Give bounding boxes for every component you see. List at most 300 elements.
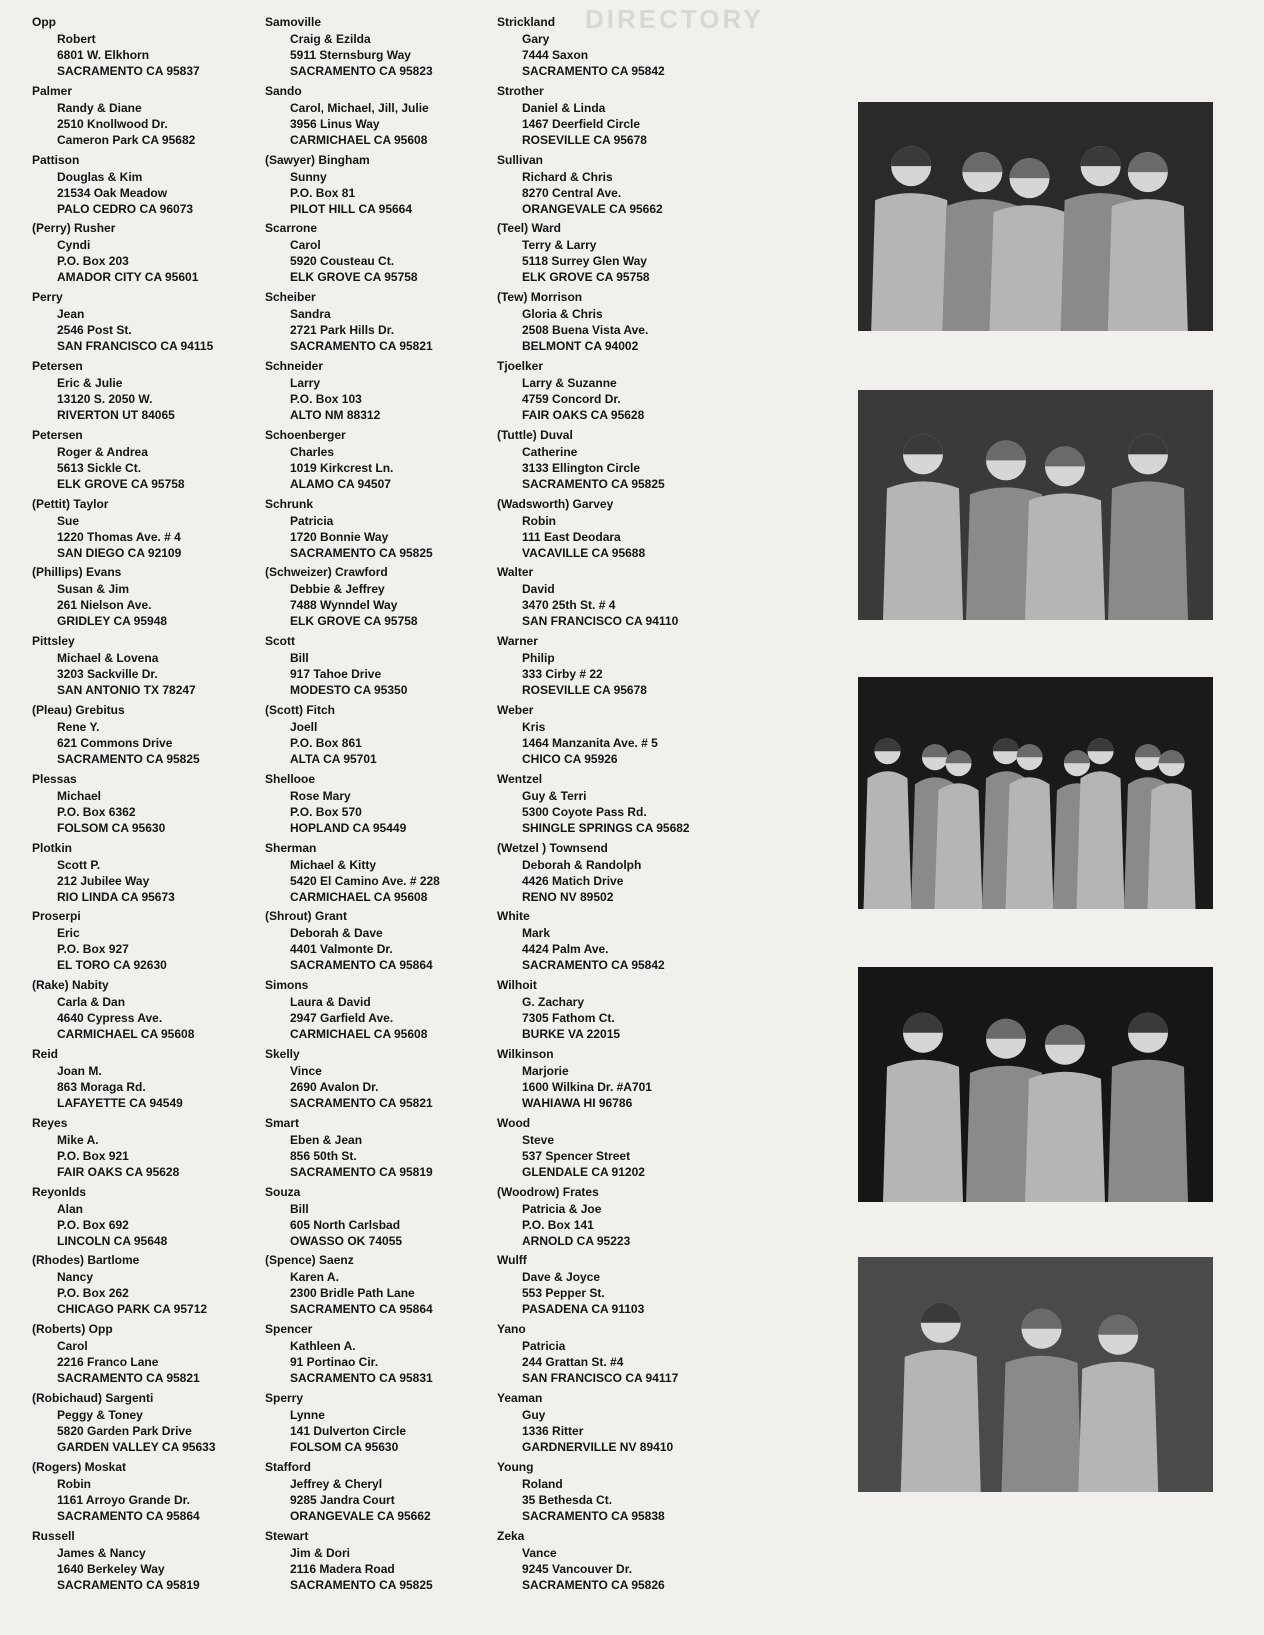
entry-surname: (Pettit) Taylor: [32, 496, 109, 511]
entry-surname: (Wadsworth) Garvey: [497, 496, 614, 511]
entry-surname: Strother: [497, 83, 544, 98]
entry-first-names: Patricia & Joe: [522, 1201, 602, 1216]
entry-first-names: Craig & Ezilda: [290, 32, 371, 46]
directory-entry: [497, 771, 729, 840]
entry-street: 9245 Vancouver Dr.: [522, 1561, 633, 1576]
directory-entry: [497, 633, 729, 702]
entry-street: 7488 Wynndel Way: [290, 598, 398, 613]
entry-street: 621 Commons Drive: [57, 735, 173, 750]
entry-first-names: Bill: [290, 651, 309, 666]
entry-surname: (Rogers) Moskat: [32, 1459, 127, 1474]
entry-first-names: Dave & Joyce: [522, 1270, 601, 1285]
directory-entry: [497, 1459, 729, 1528]
entry-street: 5911 Sternsburg Way: [290, 48, 411, 62]
directory-column-1: [32, 14, 260, 1596]
entry-first-names: Patricia: [290, 513, 334, 528]
entry-street: P.O. Box 927: [57, 942, 129, 957]
directory-entry: [265, 496, 493, 565]
entry-first-names: Roger & Andrea: [57, 444, 148, 459]
entry-city-state-zip: SACRAMENTO CA 95842: [522, 64, 665, 78]
entry-city-state-zip: FOLSOM CA 95630: [290, 1439, 399, 1454]
entry-city-state-zip: OWASSO OK 74055: [290, 1233, 403, 1248]
directory-entry: [32, 1046, 260, 1115]
person-silhouette: [883, 1060, 963, 1202]
directory-entry: [265, 840, 493, 909]
person-silhouette: [1002, 1356, 1082, 1492]
entry-surname: (Shrout) Grant: [265, 909, 347, 924]
entry-first-names: Cyndi: [57, 238, 91, 253]
entry-surname: Tjoelker: [497, 358, 544, 373]
entry-city-state-zip: EL TORO CA 92630: [57, 958, 167, 973]
entry-street: 4401 Valmonte Dr.: [290, 942, 393, 957]
entry-city-state-zip: SACRAMENTO CA 95821: [290, 339, 433, 354]
entry-city-state-zip: PASADENA CA 91103: [522, 1302, 645, 1317]
entry-surname: Sperry: [265, 1390, 304, 1405]
directory-entry: [265, 1390, 493, 1459]
directory-column-2: [265, 14, 493, 1596]
entry-first-names: Carol, Michael, Jill, Julie: [290, 100, 429, 115]
entry-first-names: Michael & Lovena: [57, 651, 159, 666]
entry-city-state-zip: SACRAMENTO CA 95838: [522, 1508, 665, 1523]
entry-street: 111 East Deodara: [522, 529, 621, 544]
entry-street: 5820 Garden Park Drive: [57, 1423, 192, 1438]
entry-street: P.O. Box 262: [57, 1286, 129, 1301]
directory-entry: [265, 908, 493, 977]
person-silhouette: [990, 205, 1070, 331]
entry-surname: (Pleau) Grebitus: [32, 702, 125, 717]
entry-first-names: Rene Y.: [57, 719, 100, 734]
entry-city-state-zip: ARNOLD CA 95223: [522, 1233, 631, 1248]
entry-surname: Petersen: [32, 427, 83, 442]
directory-entry: [32, 1528, 260, 1597]
directory-entry: [497, 1115, 729, 1184]
directory-entry: [265, 1046, 493, 1115]
directory-entry: [497, 908, 729, 977]
entry-city-state-zip: CHICAGO PARK CA 95712: [57, 1302, 208, 1317]
person-silhouette: [901, 1350, 981, 1492]
entry-surname: (Sawyer) Bingham: [265, 152, 370, 167]
entry-city-state-zip: SAN ANTONIO TX 78247: [57, 683, 196, 698]
entry-street: 7444 Saxon: [522, 48, 589, 62]
entry-street: 1336 Ritter: [522, 1423, 584, 1438]
directory-entry: [265, 1115, 493, 1184]
person-silhouette: [1025, 493, 1105, 620]
entry-city-state-zip: CHICO CA 95926: [522, 751, 618, 766]
entry-street: 21534 Oak Meadow: [57, 185, 168, 200]
entry-first-names: Marjorie: [522, 1063, 569, 1078]
entry-first-names: Guy: [522, 1407, 546, 1422]
entry-city-state-zip: ALTA CA 95701: [290, 751, 377, 766]
entry-street: 917 Tahoe Drive: [290, 667, 382, 682]
entry-city-state-zip: SACRAMENTO CA 95819: [290, 1164, 433, 1179]
entry-surname: White: [497, 909, 530, 924]
directory-entry: [32, 220, 260, 289]
entry-city-state-zip: CARMICHAEL CA 95608: [57, 1027, 195, 1042]
entry-street: P.O. Box 861: [290, 735, 362, 750]
entry-city-state-zip: PALO CEDRO CA 96073: [57, 201, 194, 216]
entry-surname: Walter: [497, 565, 534, 580]
directory-entry: [497, 977, 729, 1046]
entry-city-state-zip: ELK GROVE CA 95758: [290, 614, 418, 629]
directory-entry: [497, 840, 729, 909]
entry-city-state-zip: SACRAMENTO CA 95819: [57, 1577, 200, 1592]
entry-city-state-zip: GRIDLEY CA 95948: [57, 614, 168, 629]
entry-city-state-zip: RENO NV 89502: [522, 889, 614, 904]
directory-column-3: [497, 14, 729, 1596]
entry-first-names: Steve: [522, 1132, 555, 1147]
entry-street: 8270 Central Ave.: [522, 185, 622, 200]
person-silhouette: [935, 783, 983, 909]
entry-first-names: Roland: [522, 1476, 563, 1491]
entry-surname: Young: [497, 1459, 534, 1474]
directory-entry: [32, 358, 260, 427]
entry-first-names: Gloria & Chris: [522, 307, 603, 322]
entry-surname: Reid: [32, 1046, 59, 1061]
entry-city-state-zip: ORANGEVALE CA 95662: [290, 1508, 431, 1523]
directory-entry: [32, 1459, 260, 1528]
entry-first-names: Sandra: [290, 307, 331, 322]
entry-first-names: David: [522, 582, 555, 597]
entry-surname: Sullivan: [497, 152, 544, 167]
entry-street: 2546 Post St.: [57, 323, 132, 338]
person-silhouette: [1108, 199, 1188, 331]
entry-surname: (Woodrow) Frates: [497, 1184, 599, 1199]
entry-first-names: Kathleen A.: [290, 1339, 356, 1354]
entry-first-names: Lynne: [290, 1407, 325, 1422]
entry-first-names: Debbie & Jeffrey: [290, 582, 385, 597]
entry-surname: Zeka: [497, 1528, 525, 1543]
entry-city-state-zip: FAIR OAKS CA 95628: [57, 1164, 180, 1179]
directory-entry: [497, 496, 729, 565]
entry-street: P.O. Box 570: [290, 804, 362, 819]
entry-surname: Opp: [32, 15, 56, 29]
directory-entry: [32, 1390, 260, 1459]
entry-surname: Wilkinson: [497, 1046, 554, 1061]
entry-surname: Weber: [497, 702, 534, 717]
entry-first-names: Scott P.: [57, 857, 101, 872]
directory-entry: [32, 1184, 260, 1253]
entry-surname: Schoenberger: [265, 427, 346, 442]
entry-first-names: Daniel & Linda: [522, 100, 606, 115]
entry-city-state-zip: PILOT HILL CA 95664: [290, 201, 413, 216]
entry-first-names: Robin: [57, 1476, 91, 1491]
entry-first-names: Mark: [522, 926, 551, 941]
directory-entry: [265, 1252, 493, 1321]
directory-entry: [32, 977, 260, 1046]
entry-city-state-zip: RIO LINDA CA 95673: [57, 889, 175, 904]
entry-street: 2721 Park Hills Dr.: [290, 323, 395, 338]
entry-first-names: Robin: [522, 513, 556, 528]
entry-surname: Stewart: [265, 1528, 309, 1543]
directory-entry: [265, 1184, 493, 1253]
entry-street: 3470 25th St. # 4: [522, 598, 616, 613]
entry-street: 141 Dulverton Circle: [290, 1423, 407, 1438]
entry-first-names: Sunny: [290, 169, 327, 184]
entry-city-state-zip: SACRAMENTO CA 95842: [522, 958, 665, 973]
entry-first-names: Gary: [522, 32, 550, 46]
entry-city-state-zip: SACRAMENTO CA 95864: [290, 958, 433, 973]
entry-first-names: Catherine: [522, 444, 578, 459]
entry-first-names: Carla & Dan: [57, 995, 126, 1010]
entry-street: 6801 W. Elkhorn: [57, 48, 150, 62]
entry-first-names: Peggy & Toney: [57, 1407, 143, 1422]
directory-entry: [32, 83, 260, 152]
entry-surname: Wentzel: [497, 771, 543, 786]
entry-surname: (Robichaud) Sargenti: [32, 1390, 154, 1405]
entry-street: 1464 Manzanita Ave. # 5: [522, 735, 658, 750]
entry-surname: (Wetzel ) Townsend: [497, 840, 608, 855]
entry-street: 1019 Kirkcrest Ln.: [290, 460, 394, 475]
entry-first-names: Robert: [57, 32, 96, 46]
entry-first-names: Karen A.: [290, 1270, 339, 1285]
entry-street: 2947 Garfield Ave.: [290, 1011, 394, 1026]
entry-street: 863 Moraga Rd.: [57, 1079, 146, 1094]
entry-surname: Samoville: [265, 15, 322, 29]
entry-first-names: Alan: [57, 1201, 84, 1216]
directory-entry: [32, 564, 260, 633]
entry-first-names: Eben & Jean: [290, 1132, 363, 1147]
entry-street: 333 Cirby # 22: [522, 667, 603, 682]
directory-entry: [497, 427, 729, 496]
directory-entry: [497, 1046, 729, 1115]
entry-first-names: Carol: [290, 238, 321, 253]
entry-city-state-zip: SACRAMENTO CA 95826: [522, 1577, 665, 1592]
entry-street: 35 Bethesda Ct.: [522, 1492, 613, 1507]
entry-surname: Perry: [32, 290, 63, 305]
directory-entry: [32, 771, 260, 840]
entry-city-state-zip: SHINGLE SPRINGS CA 95682: [522, 820, 690, 835]
entry-city-state-zip: SACRAMENTO CA 95837: [57, 64, 200, 78]
directory-entry: [265, 1321, 493, 1390]
directory-entry: [265, 633, 493, 702]
entry-city-state-zip: SACRAMENTO CA 95825: [290, 1577, 433, 1592]
entry-first-names: Vince: [290, 1063, 322, 1078]
entry-first-names: Guy & Terri: [522, 788, 587, 803]
entry-first-names: Eric: [57, 926, 80, 941]
entry-first-names: Mike A.: [57, 1132, 99, 1147]
entry-surname: Pattison: [32, 152, 80, 167]
entry-surname: Scott: [265, 634, 295, 649]
entry-street: 4640 Cypress Ave.: [57, 1011, 163, 1026]
entry-street: 7305 Fathom Ct.: [522, 1011, 615, 1026]
entry-surname: Yano: [497, 1322, 526, 1337]
directory-entry: [265, 771, 493, 840]
entry-first-names: Douglas & Kim: [57, 169, 143, 184]
entry-surname: (Tew) Morrison: [497, 290, 583, 305]
entry-street: 5613 Sickle Ct.: [57, 460, 142, 475]
entry-street: 553 Pepper St.: [522, 1286, 605, 1301]
entry-street: 2216 Franco Lane: [57, 1355, 159, 1370]
directory-entry: [32, 1321, 260, 1390]
entry-surname: Spencer: [265, 1322, 313, 1337]
entry-first-names: Patricia: [522, 1339, 566, 1354]
entry-city-state-zip: AMADOR CITY CA 95601: [57, 270, 199, 285]
entry-street: 537 Spencer Street: [522, 1148, 631, 1163]
entry-first-names: G. Zachary: [522, 995, 585, 1010]
entry-city-state-zip: SAN FRANCISCO CA 94117: [522, 1371, 679, 1386]
entry-city-state-zip: WAHIAWA HI 96786: [522, 1095, 633, 1110]
entry-city-state-zip: FOLSOM CA 95630: [57, 820, 166, 835]
directory-entry: [497, 1184, 729, 1253]
entry-surname: Reyes: [32, 1115, 68, 1130]
entry-first-names: Bill: [290, 1201, 309, 1216]
person-silhouette: [1025, 1072, 1105, 1202]
directory-entry: [32, 633, 260, 702]
person-silhouette: [1078, 1362, 1158, 1492]
person-silhouette: [883, 481, 963, 620]
entry-first-names: Sue: [57, 513, 80, 528]
entry-street: 212 Jubilee Way: [57, 873, 150, 888]
entry-city-state-zip: SACRAMENTO CA 95825: [57, 751, 200, 766]
entry-first-names: Jean: [57, 307, 85, 322]
directory-entry: [32, 702, 260, 771]
entry-street: 261 Nielson Ave.: [57, 598, 152, 613]
entry-surname: Wood: [497, 1115, 531, 1130]
directory-entry: [32, 1252, 260, 1321]
entry-city-state-zip: SACRAMENTO CA 95864: [290, 1302, 433, 1317]
entry-first-names: Kris: [522, 719, 546, 734]
entry-city-state-zip: SACRAMENTO CA 95825: [522, 476, 665, 491]
entry-street: 1467 Deerfield Circle: [522, 116, 641, 131]
entry-surname: Petersen: [32, 358, 83, 373]
entry-first-names: Vance: [522, 1545, 557, 1560]
group-photo-4: [858, 967, 1213, 1202]
directory-entry: [265, 14, 493, 83]
entry-street: P.O. Box 103: [290, 391, 362, 406]
entry-surname: Russell: [32, 1528, 75, 1543]
entry-surname: Proserpi: [32, 909, 81, 924]
entry-street: 9285 Jandra Court: [290, 1492, 395, 1507]
person-silhouette: [871, 193, 951, 331]
entry-street: 2690 Avalon Dr.: [290, 1079, 379, 1094]
entry-surname: Plotkin: [32, 840, 73, 855]
entry-city-state-zip: GARDNERVILLE NV 89410: [522, 1439, 674, 1454]
entry-first-names: Larry & Suzanne: [522, 375, 617, 390]
directory-entry: [497, 220, 729, 289]
group-photo-2: [858, 390, 1213, 620]
entry-city-state-zip: ORANGEVALE CA 95662: [522, 201, 663, 216]
entry-city-state-zip: HOPLAND CA 95449: [290, 820, 407, 835]
entry-surname: Scheiber: [265, 290, 316, 305]
person-silhouette: [1077, 771, 1125, 909]
entry-first-names: Jeffrey & Cheryl: [290, 1476, 383, 1491]
directory-entry: [497, 1528, 729, 1597]
entry-street: 244 Grattan St. #4: [522, 1355, 624, 1370]
entry-street: 1161 Arroyo Grande Dr.: [57, 1492, 190, 1507]
entry-city-state-zip: SACRAMENTO CA 95831: [290, 1371, 433, 1386]
entry-surname: (Rake) Nabity: [32, 978, 109, 993]
entry-street: 91 Portinao Cir.: [290, 1355, 379, 1370]
directory-entry: [497, 14, 729, 83]
entry-surname: Strickland: [497, 15, 556, 29]
entry-city-state-zip: ELK GROVE CA 95758: [57, 476, 185, 491]
entry-street: 4426 Matich Drive: [522, 873, 624, 888]
directory-entry: [32, 427, 260, 496]
entry-first-names: Deborah & Dave: [290, 926, 383, 941]
entry-street: 5300 Coyote Pass Rd.: [522, 804, 647, 819]
entry-first-names: Joell: [290, 719, 318, 734]
entry-city-state-zip: ELK GROVE CA 95758: [290, 270, 418, 285]
entry-city-state-zip: ELK GROVE CA 95758: [522, 270, 650, 285]
entry-street: 13120 S. 2050 W.: [57, 391, 153, 406]
entry-street: 1640 Berkeley Way: [57, 1561, 165, 1576]
entry-street: 856 50th St.: [290, 1148, 357, 1163]
entry-first-names: Charles: [290, 444, 335, 459]
entry-surname: Stafford: [265, 1459, 311, 1474]
directory-entry: [265, 152, 493, 221]
entry-city-state-zip: CARMICHAEL CA 95608: [290, 132, 428, 147]
person-silhouette: [1148, 783, 1196, 909]
directory-entry: [497, 152, 729, 221]
entry-city-state-zip: LAFAYETTE CA 94549: [57, 1095, 183, 1110]
entry-first-names: Nancy: [57, 1270, 94, 1285]
entry-first-names: Eric & Julie: [57, 375, 123, 390]
entry-surname: (Phillips) Evans: [32, 565, 122, 580]
entry-city-state-zip: CARMICHAEL CA 95608: [290, 1027, 428, 1042]
entry-surname: Skelly: [265, 1046, 300, 1061]
entry-surname: Reyonlds: [32, 1184, 87, 1199]
directory-entry: [265, 702, 493, 771]
entry-city-state-zip: SAN FRANCISCO CA 94115: [57, 339, 214, 354]
directory-entry: [497, 1390, 729, 1459]
directory-entry: [265, 427, 493, 496]
entry-city-state-zip: ROSEVILLE CA 95678: [522, 683, 647, 698]
entry-city-state-zip: FAIR OAKS CA 95628: [522, 407, 645, 422]
entry-surname: Pittsley: [32, 634, 75, 649]
directory-entry: [32, 840, 260, 909]
entry-surname: Simons: [265, 978, 309, 993]
group-photo-5: [858, 1257, 1213, 1492]
entry-street: 5920 Cousteau Ct.: [290, 254, 395, 269]
entry-street: 4759 Concord Dr.: [522, 391, 621, 406]
entry-surname: (Scott) Fitch: [265, 702, 335, 717]
entry-first-names: Larry: [290, 375, 321, 390]
directory-entry: [497, 358, 729, 427]
person-silhouette: [1006, 777, 1054, 909]
entry-surname: (Schweizer) Crawford: [265, 565, 388, 580]
entry-street: 1220 Thomas Ave. # 4: [57, 529, 181, 544]
directory-entry: [265, 358, 493, 427]
entry-street: P.O. Box 81: [290, 185, 356, 200]
directory-entry: [497, 83, 729, 152]
entry-surname: Warner: [497, 634, 538, 649]
entry-first-names: Jim & Dori: [290, 1545, 351, 1560]
person-silhouette: [1108, 1060, 1188, 1202]
directory-entry: [497, 289, 729, 358]
page-header-ghost: DIRECTORY: [585, 4, 764, 34]
entry-street: P.O. Box 692: [57, 1217, 129, 1232]
entry-street: 5118 Surrey Glen Way: [522, 254, 647, 269]
entry-surname: (Tuttle) Duval: [497, 427, 573, 442]
entry-first-names: Richard & Chris: [522, 169, 613, 184]
entry-city-state-zip: BELMONT CA 94002: [522, 339, 639, 354]
entry-first-names: Terry & Larry: [522, 238, 597, 253]
directory-entry: [265, 83, 493, 152]
entry-city-state-zip: CARMICHAEL CA 95608: [290, 889, 428, 904]
entry-street: 2300 Bridle Path Lane: [290, 1286, 415, 1301]
entry-surname: Schrunk: [265, 496, 314, 511]
entry-street: 1720 Bonnie Way: [290, 529, 389, 544]
directory-entry: [265, 977, 493, 1046]
person-silhouette: [1108, 481, 1188, 620]
entry-surname: (Perry) Rusher: [32, 221, 116, 236]
entry-surname: Scarrone: [265, 221, 318, 236]
entry-city-state-zip: LINCOLN CA 95648: [57, 1233, 168, 1248]
entry-city-state-zip: SACRAMENTO CA 95864: [57, 1508, 200, 1523]
entry-city-state-zip: SACRAMENTO CA 95825: [290, 545, 433, 560]
entry-street: 1600 Wilkina Dr. #A701: [522, 1079, 652, 1094]
directory-entry: [265, 289, 493, 358]
